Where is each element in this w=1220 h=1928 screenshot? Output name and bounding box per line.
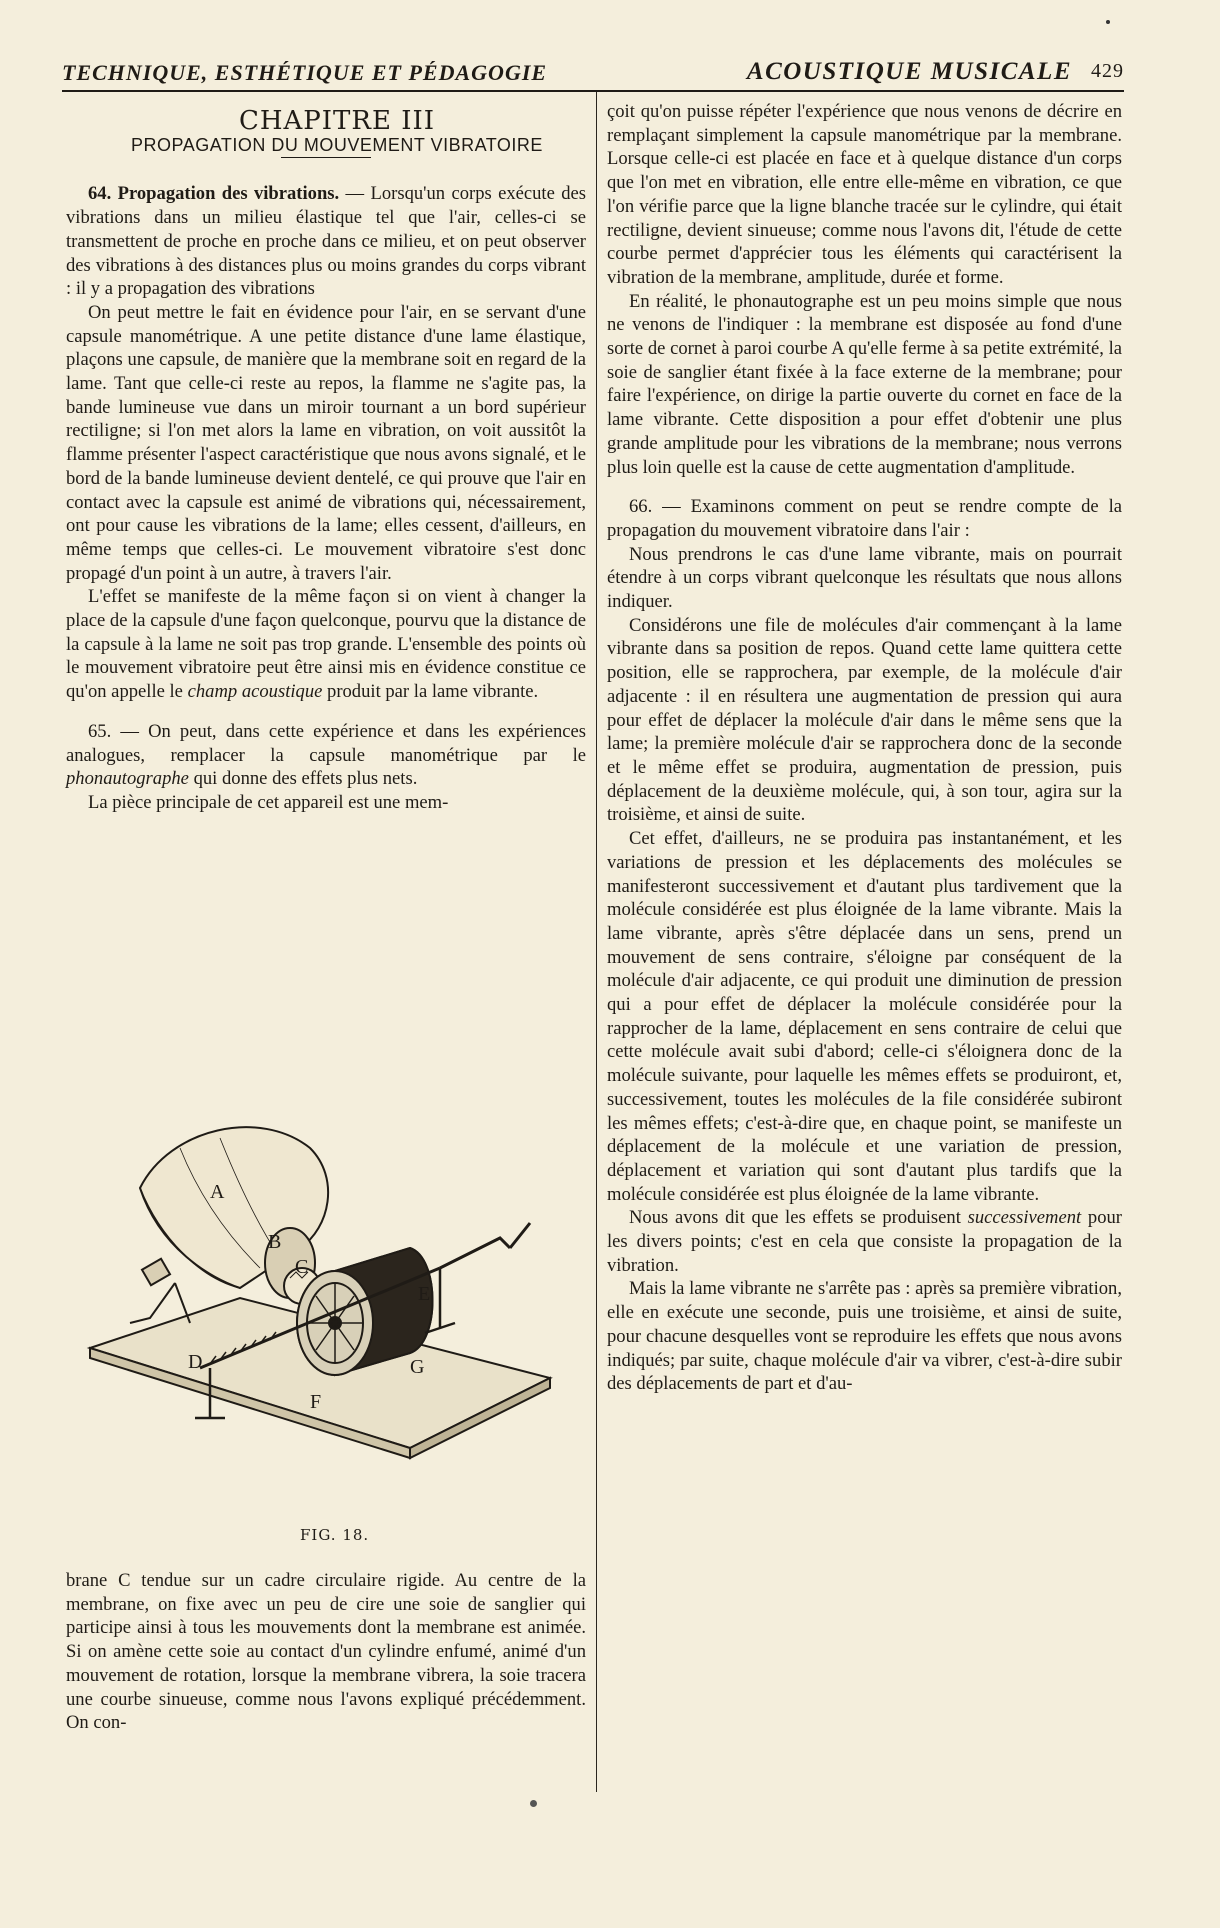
label-A: A: [210, 1181, 225, 1203]
paragraph: 64. Propagation des vibrations. — Lorsqu'un corps exécute des vibrations dans un milieu élastique tel que l'air, celles-ci se transmettent de proche en proche dans ce milieu, et on peut observer des vibrations à des distances plus ou moins grandes du corps vibrant : il y a propagation des vibrations: [66, 183, 586, 300]
label-C: C: [295, 1256, 309, 1278]
paragraph: L'effet se manifeste de la même façon si on vient à changer la place de la capsule d'une façon quelconque, pourvu que la distance de la capsule à la lame ne soit pas trop grande. L'ensemble des points où le mouvement vibratoire peut être ainsi mis en évidence constitue ce qu'on appelle le champ acoustique produit par la lame vibrante.: [66, 586, 586, 703]
running-head-right: ACOUSTIQUE MUSICALE: [746, 58, 1072, 85]
page-number: 429: [1091, 60, 1124, 82]
running-head: [62, 58, 1124, 88]
header-rule: [62, 90, 1124, 92]
column-rule: [596, 92, 597, 1792]
paragraph: Mais la lame vibrante ne s'arrête pas : après sa première vibration, elle en exécute une seconde, puis une troisième, et ainsi de suite, pour chacune desquelles vont se reproduire les effets que nous avons indiqués; par suite, chaque molécule d'air va vibrer, c'est-à-dire subir des déplacements de part et d'au-: [607, 1278, 1122, 1395]
label-B: B: [268, 1231, 282, 1253]
ink-dot: [1106, 20, 1110, 24]
paragraph: Nous prendrons le cas d'une lame vibrante, mais on pourrait étendre à un corps vibrant quelconque les résultats que nous allons indiquer.: [607, 543, 1122, 613]
ink-dot: [530, 1800, 537, 1807]
paragraph: En réalité, le phonautographe est un peu moins simple que nous ne venons de l'indiquer : la membrane est disposée au fond d'une sorte de cornet à paroi courbe A qu'elle ferme à sa petite extrémité, la soie de sanglier étant fixée à la face externe de la membrane; pour faire l'expérience, on dirige la partie ouverte du cornet en face de la lame vibrante. Cette disposition a pour effet d'obtenir une plus grande amplitude pour les vibrations de la membrane; nous verrons plus loin quelle est la cause de cette augmentation d'amplitude.: [607, 290, 1122, 478]
paragraph: brane C tendue sur un cadre circulaire rigide. Au centre de la membrane, on fixe avec un peu de cire une soie de sanglier qui participe ainsi à tous les mouvements dont la membrane est animée. Si on amène cette soie au contact d'un cylindre enfumé, animé d'un mouvement de rotation, lorsque la membrane vibrera, la soie tracera une courbe sinueuse, comme nous l'avons expliqué précédemment. On con-: [66, 1570, 586, 1734]
paragraph: çoit qu'on puisse répéter l'expérience que nous venons de décrire en remplaçant simplement la capsule manométrique par la membrane. Lorsque celle-ci est placée en face et à quelque distance d'un corps que l'on met en vibration, elle entre elle-même en vibration, ce que l'on vérifie parce que la ligne blanche tracée sur le cylindre, qui était rectiligne, devient sinueuse; comme nous l'avons dit, l'étude de cette courbe permet d'apprécier tous les éléments qui caractérisent la vibration de la membrane, amplitude, durée et forme.: [607, 101, 1122, 288]
figure-caption: FIG. 18.: [300, 1526, 370, 1544]
paragraph: Cet effet, d'ailleurs, ne se produira pas instantanément, et les variations de pression et les déplacements des molécules se manifesteront successivement et d'autant plus tardivement que la molécule considérée est plus éloignée de la lame vibrante. Mais la lame vibrante, après s'être déplacée dans un sens, prend un mouvement de sens contraire, s'éloigne par conséquent de la molécule d'air adjacente, ce qui produit une diminution de pression qui a pour effet de déplacer la molécule considérée pour la rapprocher de la lame, déplacement en sens contraire de celui que cette molécule avait subi d'abord; celle-ci s'éloignera donc de la molécule suivante, pour laquelle les mêmes effets se produiront, et, successivement, toutes les molécules de la file considérée subiront les mêmes effets; c'est-à-dire que, en chaque point, se manifeste un déplacement de la molécule et une variation de pression, déplacement et variation qui sont d'autant plus tardifs que la molécule considérée est plus éloignée de la lame vibrante.: [607, 828, 1122, 1205]
paragraph: 65. — On peut, dans cette expérience et dans les expériences analogues, remplacer la capsule manométrique par le phonautographe qui donne des effets plus nets.: [66, 720, 586, 790]
right-column: [607, 100, 1122, 1396]
chapter-subtitle: PROPAGATION DU MOUVEMENT VIBRATOIRE: [131, 134, 543, 155]
running-head-left: TECHNIQUE, ESTHÉTIQUE ET PÉDAGOGIE: [62, 60, 548, 85]
label-D: D: [188, 1351, 203, 1373]
left-column-continued: [66, 1569, 586, 1735]
label-F: F: [310, 1391, 322, 1413]
figure-phonautograph: [80, 1118, 580, 1538]
paragraph: Nous avons dit que les effets se produisent successivement pour les divers points; c'est en cela que consiste la propagation de la vibration.: [607, 1207, 1122, 1276]
section-number: 64.: [88, 183, 112, 205]
chapter-title: CHAPITRE III: [238, 106, 436, 136]
paragraph: On peut mettre le fait en évidence pour l'air, en se servant d'une capsule manométrique. A une petite distance d'une lame élastique, plaçons une capsule, de manière que la membrane soit en regard de la lame. Tant que celle-ci reste au repos, la flamme ne s'agite pas, la bande lumineuse vue dans un miroir tournant a un bord supérieur rectiligne; si l'on met alors la lame en vibration, on voit aussitôt la flamme présenter l'aspect caractéristique que nous avons signalé, et le bord de la bande lumineuse devient dentelé, ce qui prouve que l'air en contact avec la capsule est animé de vibrations qui, nécessairement, ont pour cause les vibrations de la lame; elles cessent, d'ailleurs, en même temps que celles-ci. Le mouvement vibratoire s'est donc propagé d'un point à un autre, à travers l'air.: [66, 301, 586, 584]
paragraph: La pièce principale de cet appareil est une mem-: [88, 791, 449, 813]
phonautograph-illustration: [80, 1118, 580, 1538]
chapter-rule: [281, 157, 371, 158]
paragraph: Considérons une file de molécules d'air commençant à la lame vibrante dans sa position de repos. Quand cette lame quittera cette position, elle se rapprochera, par exemple, de la molécule d'air adjacente : il en résultera une augmentation de pression qui aura pour effet de déplacer la molécule d'air dans le même sens que la lame; la première molécule d'air se rapprochera donc de la seconde et le même effet se produira, augmentation de pression, puis déplacement de la deuxième molécule, qui, à son tour, agira sur la troisième, et ainsi de suite.: [607, 614, 1122, 826]
paragraph: 66. — Examinons comment on peut se rendre compte de la propagation du mouvement vibratoire dans l'air :: [607, 496, 1122, 541]
section-title: Propagation des vibrations.: [117, 183, 340, 205]
left-column: [66, 106, 586, 815]
label-E: E: [418, 1283, 431, 1305]
label-G: G: [410, 1356, 425, 1378]
